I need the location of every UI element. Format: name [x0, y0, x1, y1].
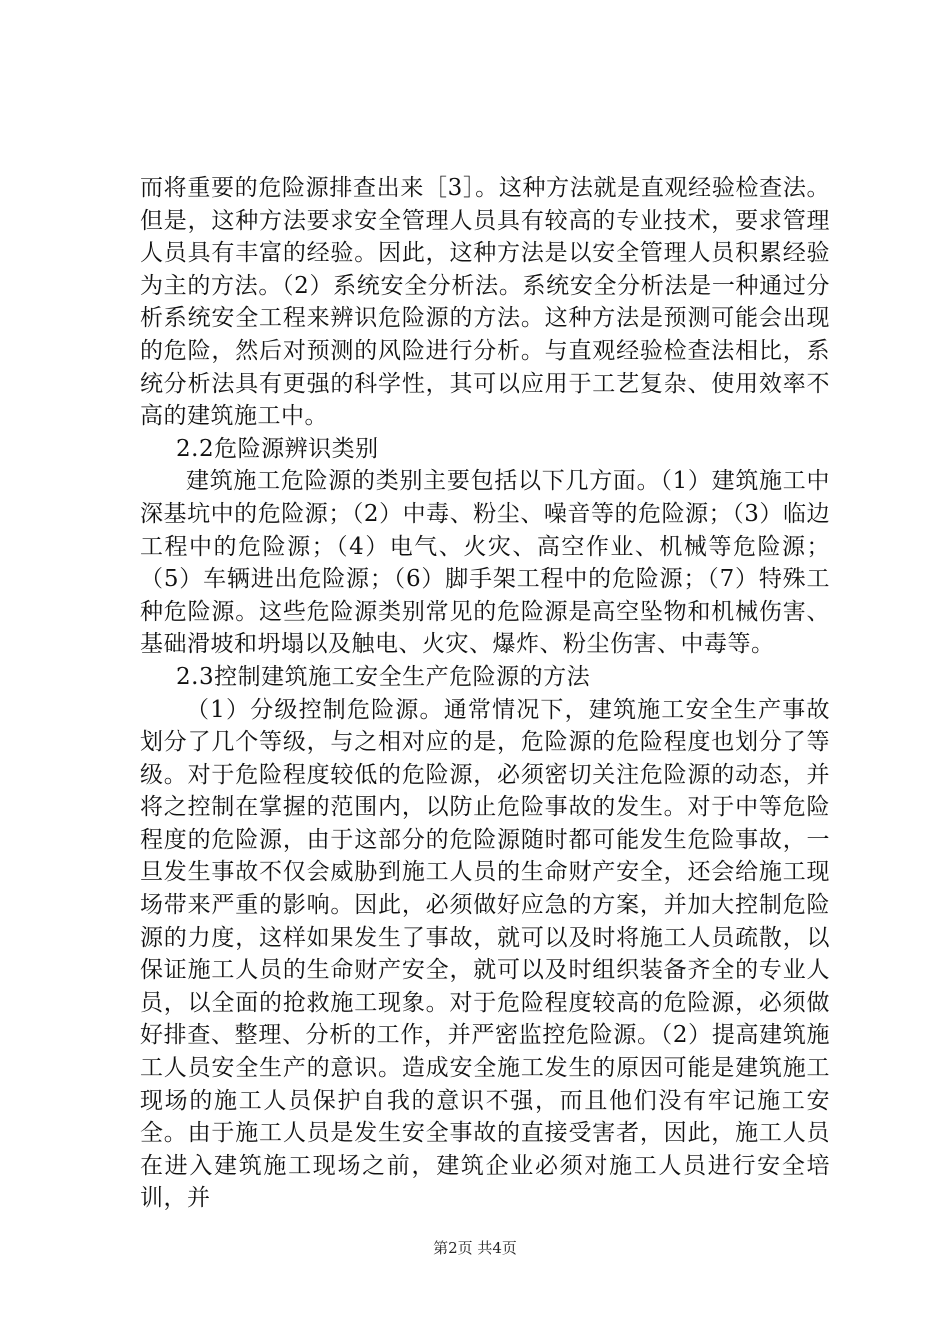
paragraph-control-methods: （1）分级控制危险源。通常情况下，建筑施工安全生产事故划分了几个等级，与之相对应的是，危险源的危险程度也划分了等级。对于危险程度较低的危险源，必须密切关注危险源的动态，并将之控制在掌握的范围内，以防止危险事故的发生。对于中等危险程度的危险源，由于这部分的危险源随时都可能发生危险事故，一旦发生事故不仅会威胁到施工人员的生命财产安全，还会给施工现场带来严重的影响。因此，必须做好应急的方案，并加大控制危险源的力度，这样如果发生了事故，就可以及时将施工人员疏散，以保证施工人员的生命财产安全，就可以及时组织装备齐全的专业人员，以全面的抢救施工现象。对于危险程度较高的危险源，必须做好排查、整理、分析的工作，并严密监控危险源。（2）提高建筑施工人员安全生产的意识。造成安全施工发生的原因可能是建筑施工现场的施工人员保护自我的意识不强，而且他们没有牢记施工安全。由于施工人员是发生安全事故的直接受害者，因此，施工人员在进入建筑施工现场之前，建筑企业必须对施工人员进行安全培训，并	[140, 696, 830, 1212]
paragraph-detection-methods: 而将重要的危险源排查出来［3］。这种方法就是直观经验检查法。但是，这种方法要求安全管理人员具有较高的专业技术，要求管理人员具有丰富的经验。因此，这种方法是以安全管理人员积累经验为主的方法。（2）系统安全分析法。系统安全分析法是一种通过分析系统安全工程来辨识危险源的方法。这种方法是预测可能会出现的危险，然后对预测的风险进行分析。与直观经验检查法相比，系统分析法具有更强的科学性，其可以应用于工艺复杂、使用效率不高的建筑施工中。	[140, 175, 830, 430]
document-body	[140, 172, 830, 1215]
paragraph-hazard-categories: 建筑施工危险源的类别主要包括以下几方面。（1）建筑施工中深基坑中的危险源；（2）中毒、粉尘、噪音等的危险源；（3）临边工程中的危险源；（4）电气、火灾、高空作业、机械等危险源；（5）车辆进出危险源；（6）脚手架工程中的危险源；（7）特殊工种危险源。这些危险源类别常见的危险源是高空坠物和机械伤害、基础滑坡和坍塌以及触电、火灾、爆炸、粉尘伤害、中毒等。	[140, 468, 830, 658]
page-number-footer: 第2页 共4页	[433, 1239, 517, 1257]
section-heading-2-2: 2.2危险源辨识类别	[176, 435, 379, 462]
section-heading-2-3: 2.3控制建筑施工安全生产危险源的方法	[176, 663, 591, 690]
